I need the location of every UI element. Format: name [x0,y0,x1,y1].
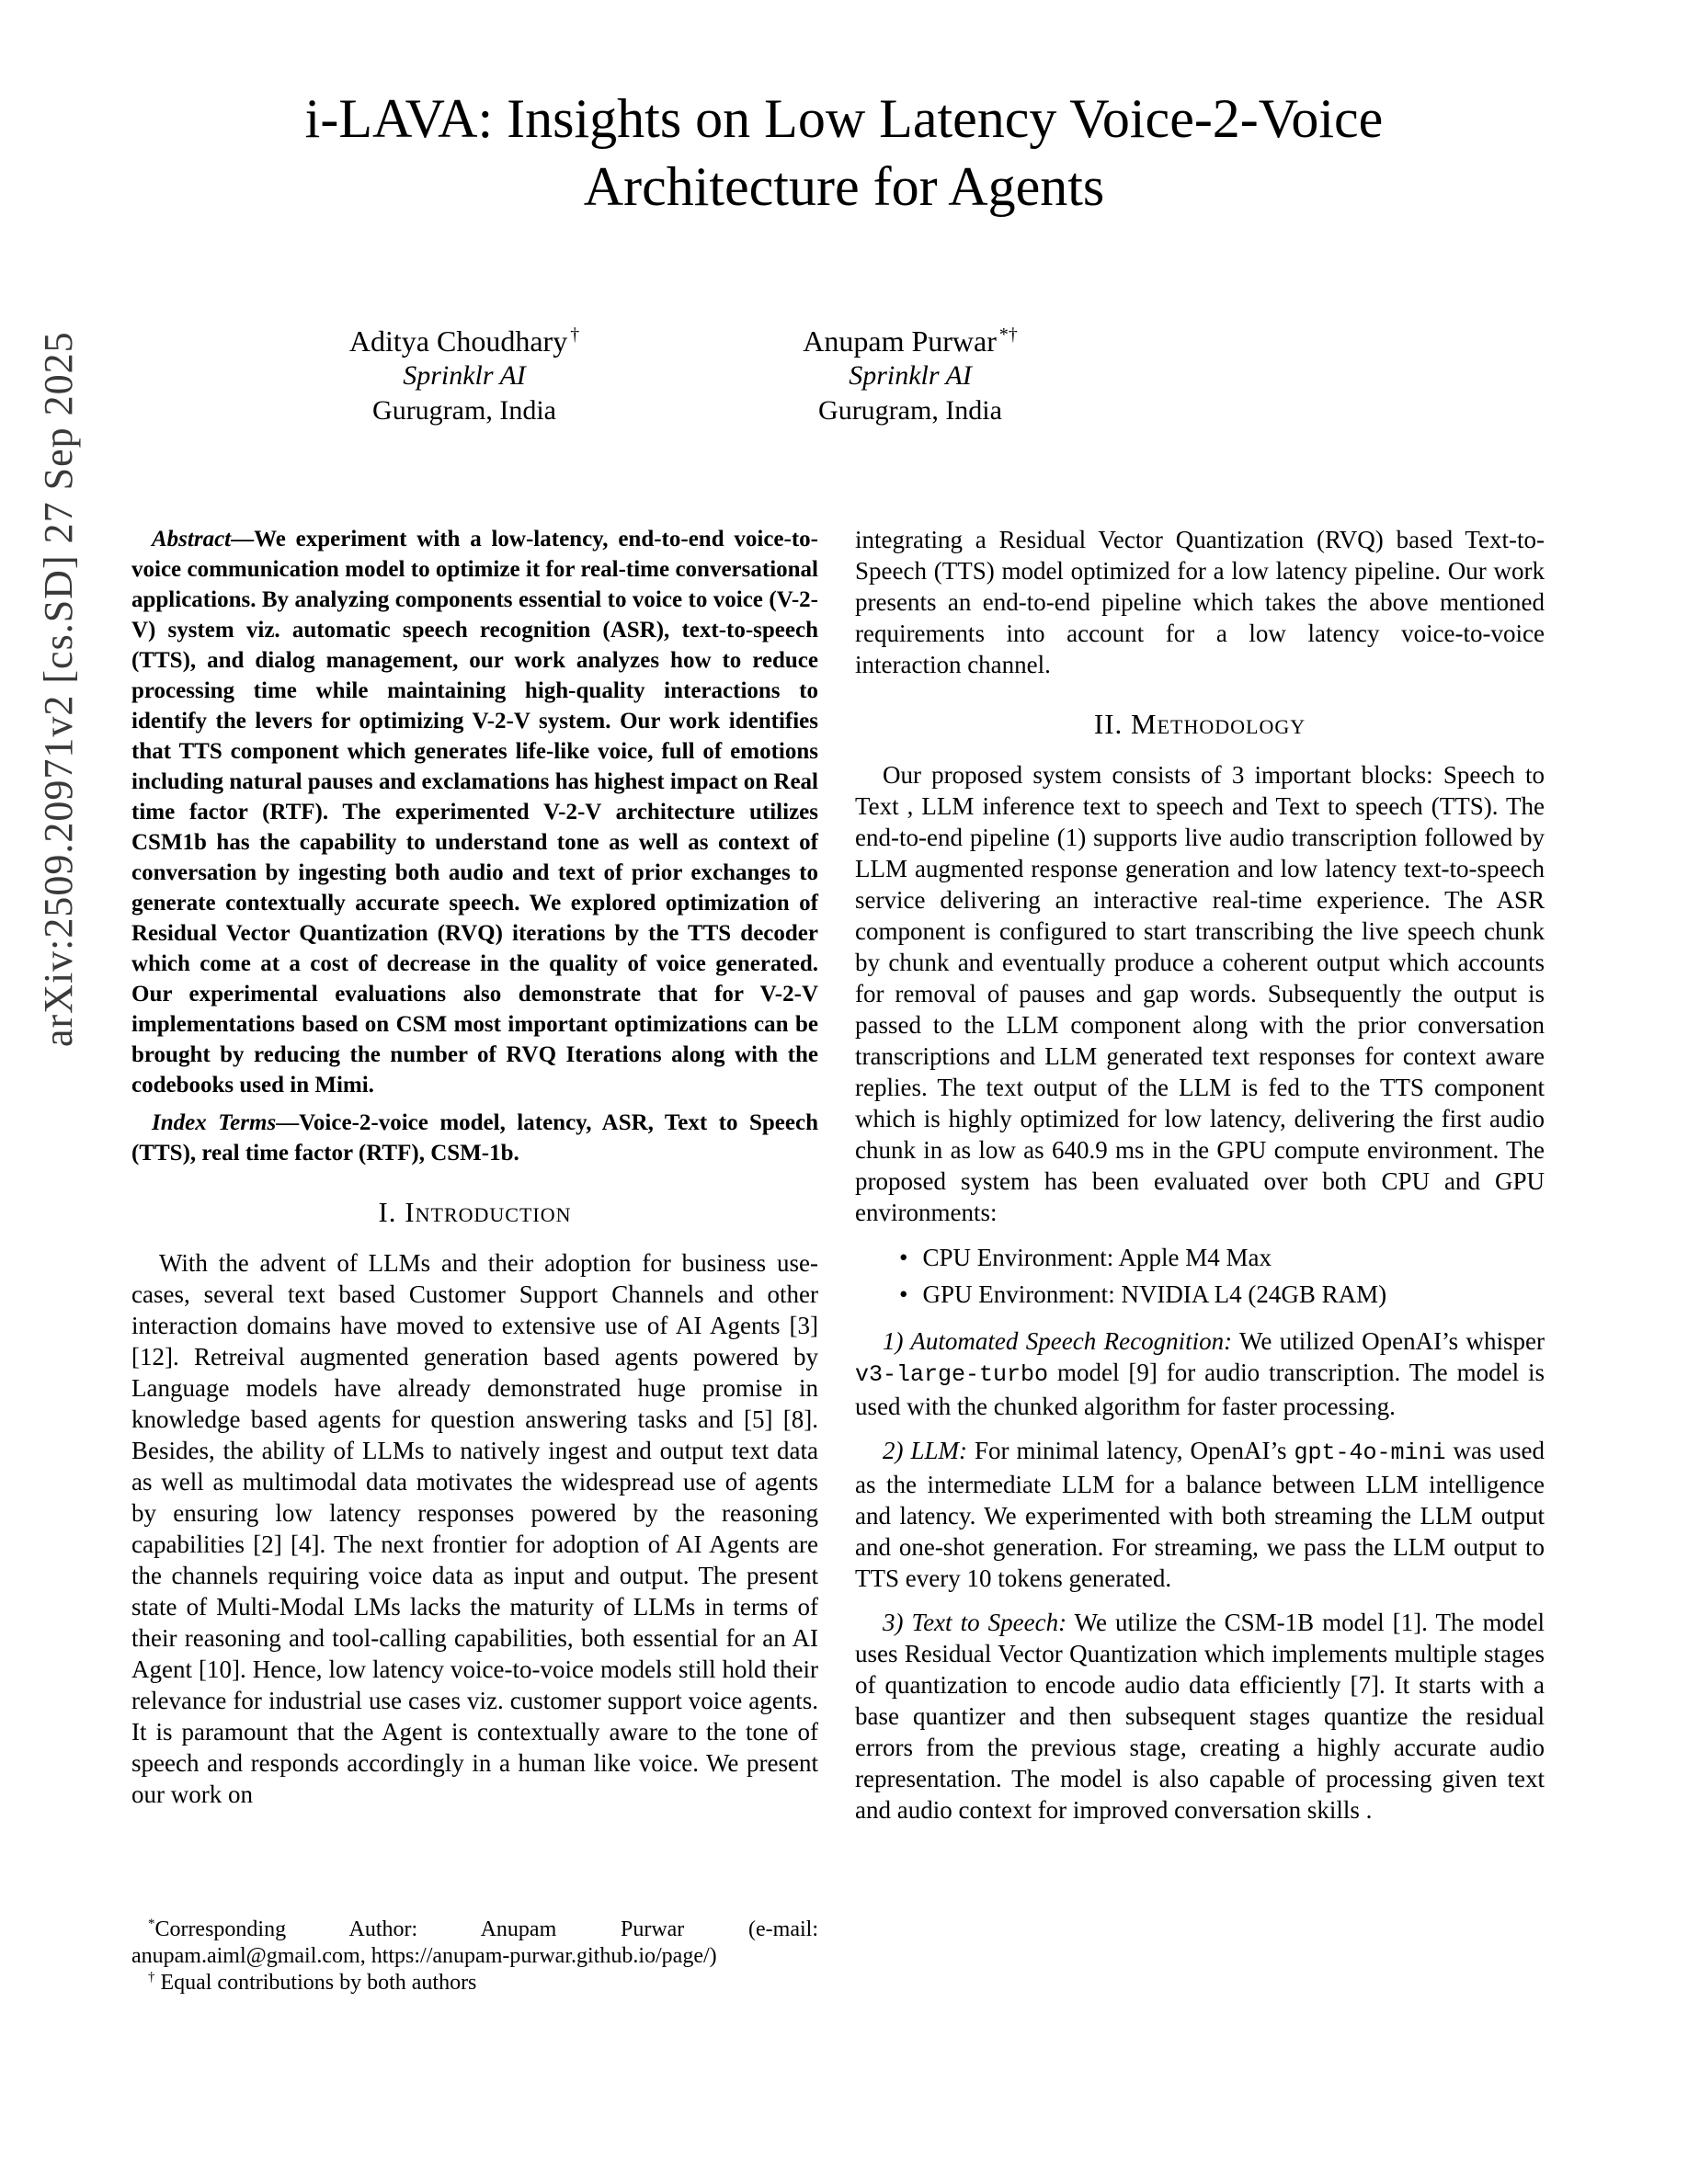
index-terms-text: —Voice-2-voice model, latency, ASR, Text to Speech (TTS), real time factor (RTF), CSM-1b. [131,1110,818,1166]
environment-item-gpu: • GPU Environment: NVIDIA L4 (24GB RAM) [899,1276,1545,1313]
llm-text-2: was used as the intermediate LLM for a balance between LLM intelligence and latency. We experimented with both streaming the LLM output and one-shot generation. For streaming, we pass the LLM output to TTS every 10 tokens generated. [855,1437,1545,1592]
footnotes [131,1917,818,1996]
left-column [131,524,818,1810]
author-name [803,324,1017,358]
author-name [349,324,579,358]
footnote-equal-contrib [131,1970,818,1996]
section-heading-methodology: II. Methodology [1093,708,1306,740]
footnote-corresponding [131,1917,818,1970]
index-terms [131,1108,818,1168]
asr-subsection [855,1325,1545,1422]
dagger-mark: † [148,1970,155,1985]
llm-text-1: For minimal latency, OpenAI’s [967,1437,1295,1464]
abstract-text: —We experiment with a low-latency, end-to-end voice-to-voice communication model to optimize it for real-time conversational applications. By analyzing components essential to voice to voice (V-2-V) system viz. automatic speech recognition (ASR), text-to-speech (TTS), and dialog management, our work analyzes how to reduce processing time while maintaining high-quality interactions to identify the levers for optimizing V-2-V system. Our work identifies that TTS component which generates life-like voice, full of emotions including natural pauses and exclamations has highest impact on Real time factor (RTF). The experimented V-2-V architecture utilizes CSM1b has the capability to understand tone as well as context of conversation by ingesting both audio and text of prior exchanges to generate contextually accurate speech. We explored optimization of Residual Vector Quantization (RVQ) iterations by the TTS decoder which come at a cost of decrease in the quality of voice generated. Our experimental evaluations also demonstrate that for V-2-V implementations based on CSM most important optimizations can be brought by reducing the number of RVQ Iterations along with the codebooks used in Mimi. [131,527,818,1098]
author-affiliation: Sprinklr AI [403,360,526,391]
author-block [803,324,1017,428]
environment-list [855,1239,1545,1313]
author-name-text: Aditya Choudhary [348,324,568,358]
asr-text-1: We utilized OpenAI’s whisper [1232,1327,1545,1355]
paper-title [0,85,1688,221]
author-affiliation: Sprinklr AI [849,360,972,391]
index-terms-label: Index Terms [152,1110,277,1135]
integration-paragraph: integrating a Residual Vector Quantization (RVQ) based Text-to-Speech (TTS) model optimized for a low latency pipeline. Our work presents an end-to-end pipeline which takes the above mentioned requirements into account for a low latency voice-to-voice interaction channel. [855,526,1545,678]
author-name-text: Anupam Purwar [803,324,997,358]
whisper-model-code: v3-large-turbo [855,1361,1049,1388]
tts-text: We utilize the CSM-1B model [1]. The model uses Residual Vector Quantization which implements multiple stages of quantization to encode audio data efficiently [7]. It starts with a base quantizer and then subsequent stages quantize the residual errors from the previous stage, creating a highly accurate audio representation. The model is also capable of processing given text and audio context for improved conversation skills . [855,1609,1545,1824]
llm-subsection [855,1435,1545,1594]
asr-text-2: model [9] for audio transcription. The model is used with the chunked algorithm for faster processing. [855,1359,1545,1420]
asterisk-mark: * [148,1917,155,1931]
introduction-paragraph: With the advent of LLMs and their adoption for business use-cases, several text based Customer Support Channels and other interaction domains have moved to extensive use of AI Agents [3] [12]. Retreival augmented generation based agents powered by Language models have already demonstrated huge promise in knowledge based agents for question answering tasks and [5] [8]. Besides, the ability of LLMs to natively ingest and output text data as well as multimodal data motivates the widespread use of agents by ensuring low latency responses powered by the reasoning capabilities [2] [4]. The next frontier for adoption of AI Agents are the channels requiring voice data as input and output. The present state of Multi-Modal LMs lacks the maturity of LLMs in terms of their reasoning and tool-calling capabilities, both essential for an AI Agent [10]. Hence, low latency voice-to-voice models still hold their relevance for industrial use cases viz. customer support voice agents. It is paramount that the Agent is contextually aware to the tone of speech and responds accordingly in a human like voice. We present our work on [131,1249,818,1808]
tts-subsection [855,1607,1545,1826]
author-location: Gurugram, India [372,395,556,426]
abstract [131,524,818,1100]
tts-subsection-label: 3) Text to Speech: [883,1609,1067,1636]
section-heading-introduction: I. Introduction [378,1196,572,1228]
paper-title-line2: Architecture for Agents [583,156,1105,217]
author-location: Gurugram, India [818,395,1002,426]
asr-subsection-label: 1) Automated Speech Recognition: [883,1327,1233,1355]
llm-subsection-label: 2) LLM: [883,1437,968,1464]
abstract-label: Abstract [152,527,232,552]
paper-title-line1: i-LAVA: Insights on Low Latency Voice-2-Voice [304,88,1384,149]
author-footnote-mark: *† [998,324,1018,346]
footnote-equal-text: Equal contributions by both authors [154,1971,477,1995]
right-column [855,524,1545,1826]
environment-item-cpu: • CPU Environment: Apple M4 Max [899,1239,1545,1276]
arxiv-watermark: arXiv:2509.20971v2 [cs.SD] 27 Sep 2025 [36,331,81,1047]
author-footnote-mark: † [570,324,580,346]
methodology-paragraph: Our proposed system consists of 3 important blocks: Speech to Text , LLM inference text to speech and Text to speech (TTS). The end-to-end pipeline (1) supports live audio transcription followed by LLM augmented response generation and low latency text-to-speech service delivering an interactive real-time experience. The ASR component is configured to start transcribing the live speech chunk by chunk and eventually produce a coherent output which accounts for removal of pauses and gap words. Subsequently the output is passed to the LLM component along with the prior conversation transcriptions and LLM generated text responses for context aware replies. The text output of the LLM is fed to the TTS component which is highly optimized for low latency, delivering the first audio chunk in as low as 640.9 ms in the GPU compute environment. The proposed system has been evaluated over both CPU and GPU environments: [855,761,1545,1226]
author-row [0,324,1688,443]
gpt-model-code: gpt-4o-mini [1294,1439,1446,1466]
author-block [349,324,579,428]
footnote-corresponding-text: Corresponding Author: Anupam Purwar (e-mail: anupam.aiml@gmail.com, https://anupam-purwar.github.io/page/) [131,1917,818,1968]
